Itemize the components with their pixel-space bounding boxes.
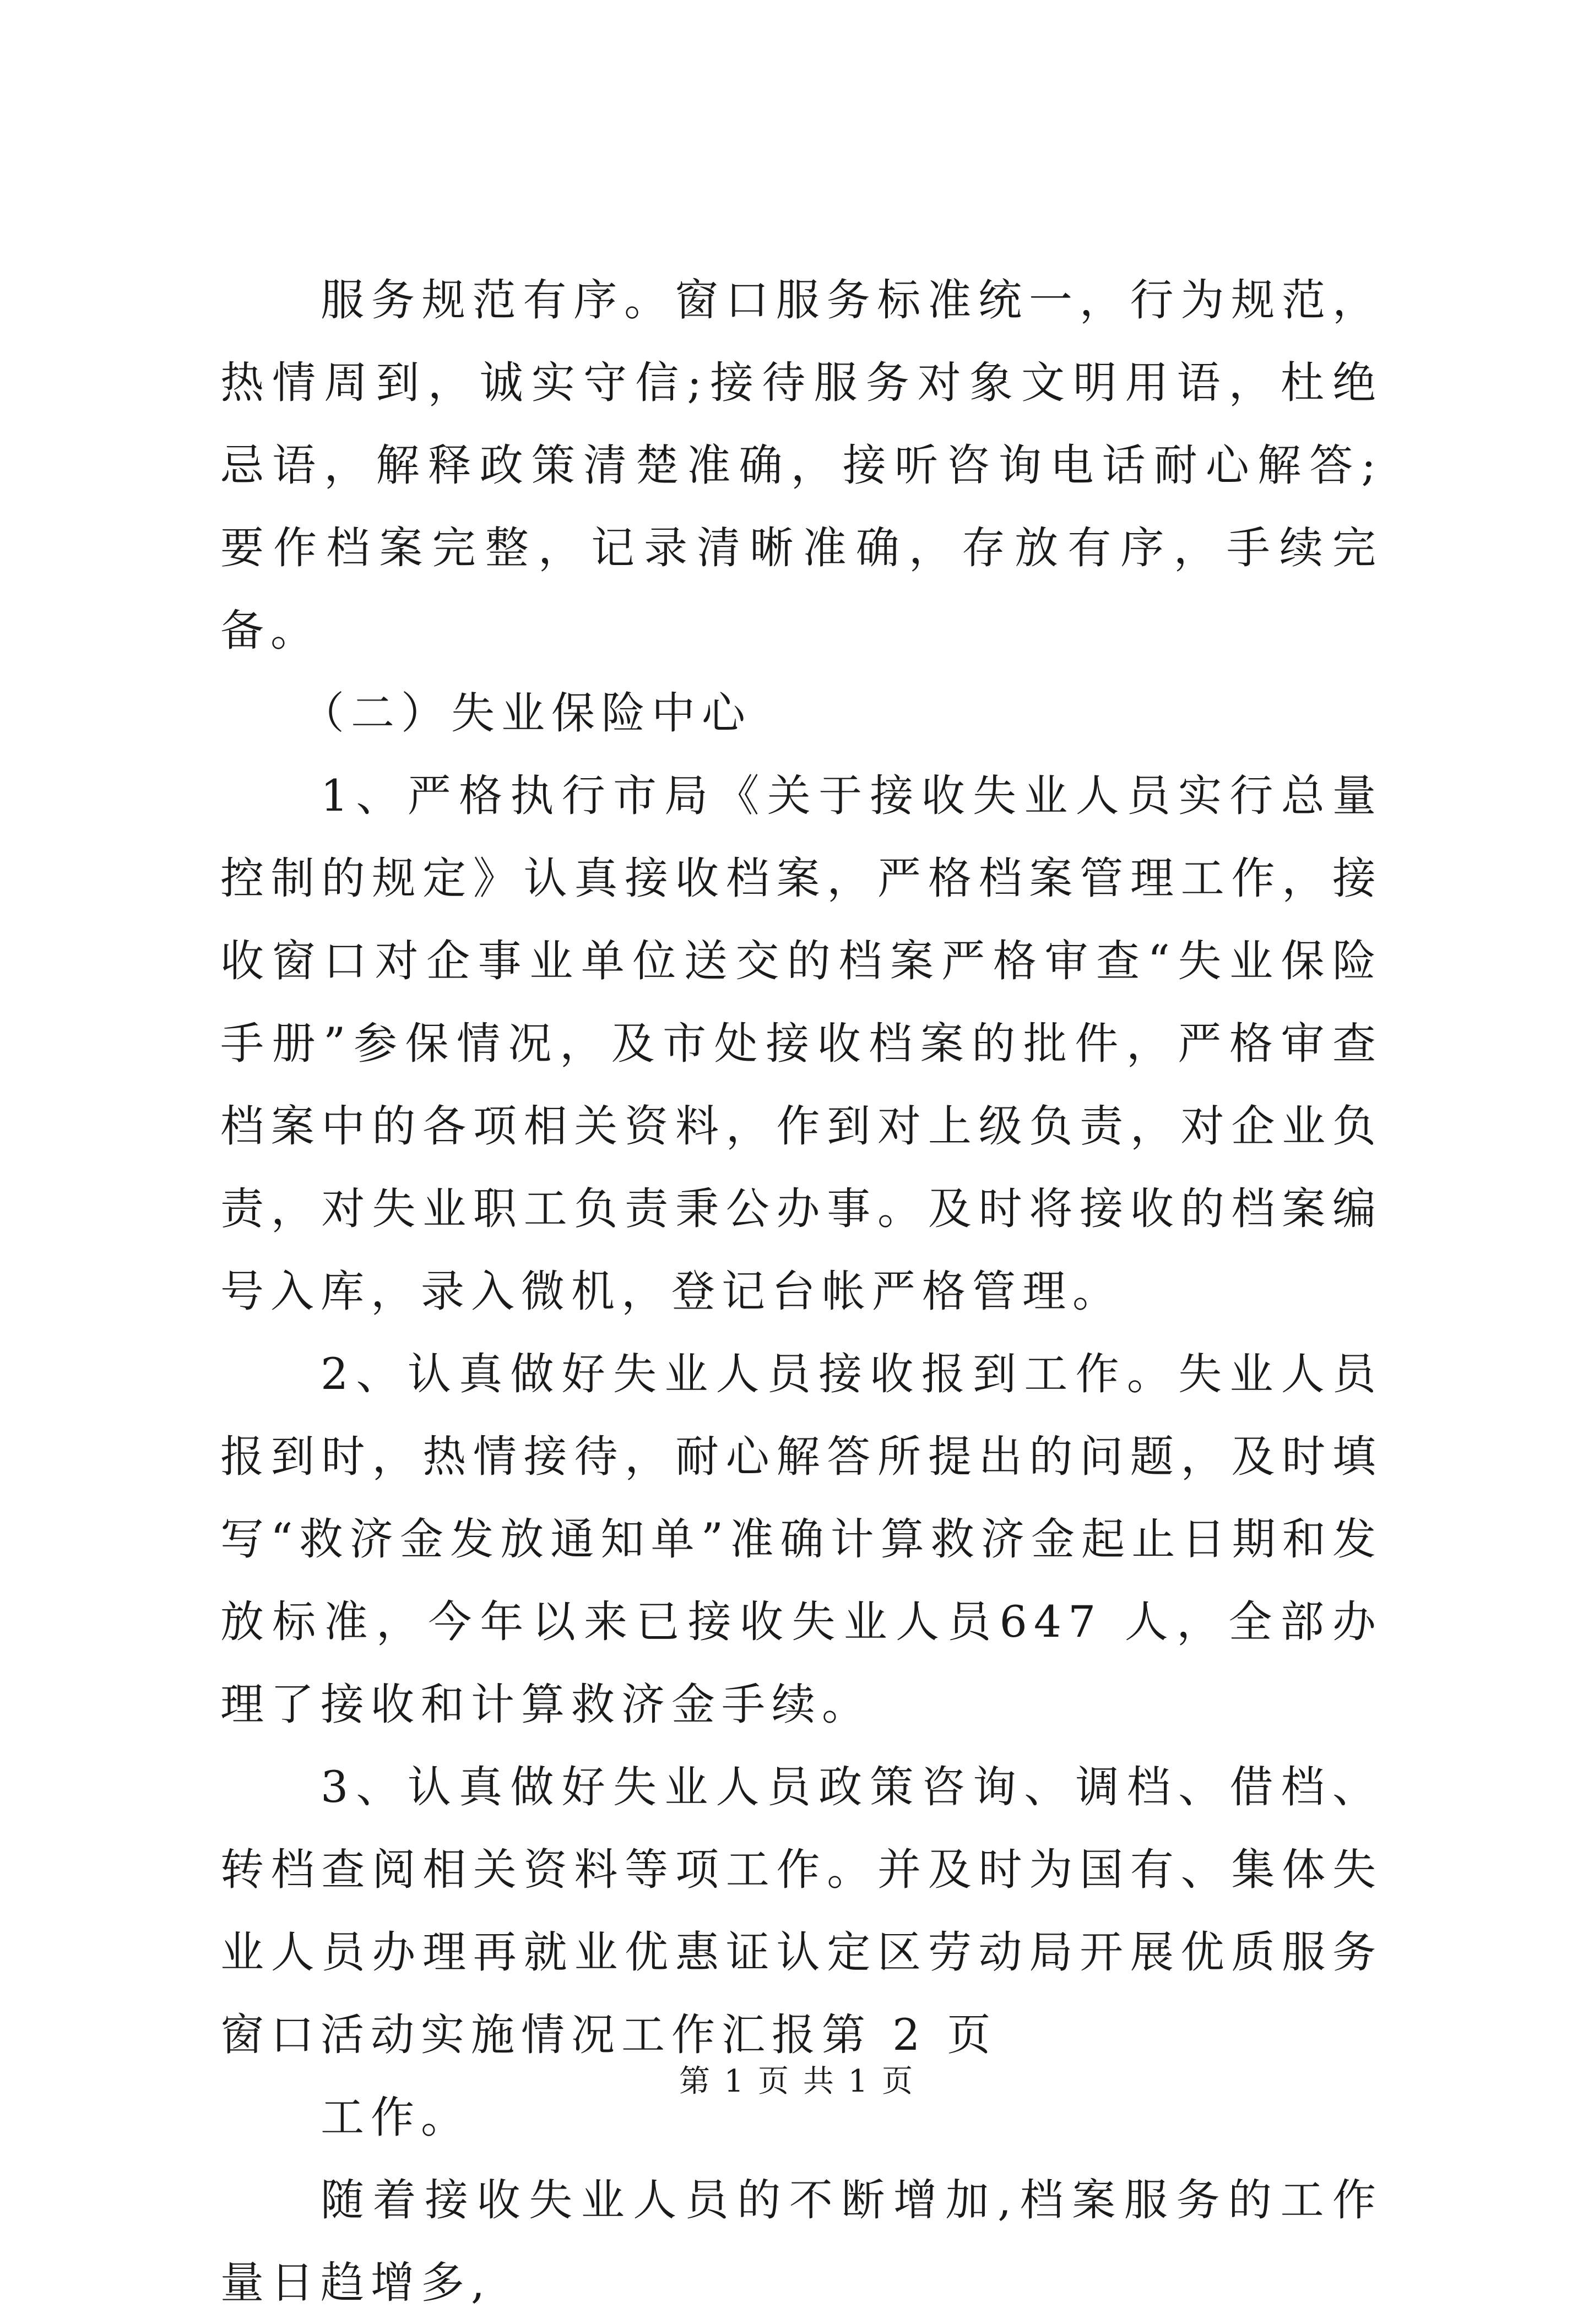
section-heading-unemployment-insurance: （二）失业保险中心 [301,688,752,739]
paragraph-item-1: 1、严格执行市局《关于接收失业人员实行总量控制的规定》认真接收档案，严格档案管理工作，接收窗口对企事业单位送交的档案严格审查“失业保险手册”参保情况，及市处接收档案的批件，严格审查档案中的各项相关资料，作到对上级负责，对企业负责，对失业职工负责秉公办事。及时将接收的档案编号入库，录入微机，登记台帐严格管理。 [220,770,1382,1317]
page-footer: 第 1 页 共 1 页 [679,2064,915,2099]
paragraph-continuation: 工作。 [321,2092,471,2143]
paragraph-item-2: 2、认真做好失业人员接收报到工作。失业人员报到时，热情接待，耐心解答所提出的问题，及时填写“救济金发放通知单”准确计算救济金起止日期和发放标准，今年以来已接收失业人员647 人，全部办理了接收和计算救济金手续。 [220,1349,1382,1730]
document-body [220,259,1382,2324]
paragraph-workload: 随着接收失业人员的不断增加,档案服务的工作量日趋增多, [220,2175,1382,2308]
paragraph-item-3: 3、认真做好失业人员政策咨询、调档、借档、转档查阅相关资料等项工作。并及时为国有、集体失业人员办理再就业优惠证认定区劳动局开展优质服务窗口活动实施情况工作汇报第 2 页 [220,1762,1382,2060]
paragraph-service-standards: 服务规范有序。窗口服务标准统一，行为规范，热情周到，诚实守信;接待服务对象文明用语，杜绝忌语，解释政策清楚准确，接听咨询电话耐心解答;要作档案完整，记录清晰准确，存放有序，手续完备。 [220,275,1382,656]
